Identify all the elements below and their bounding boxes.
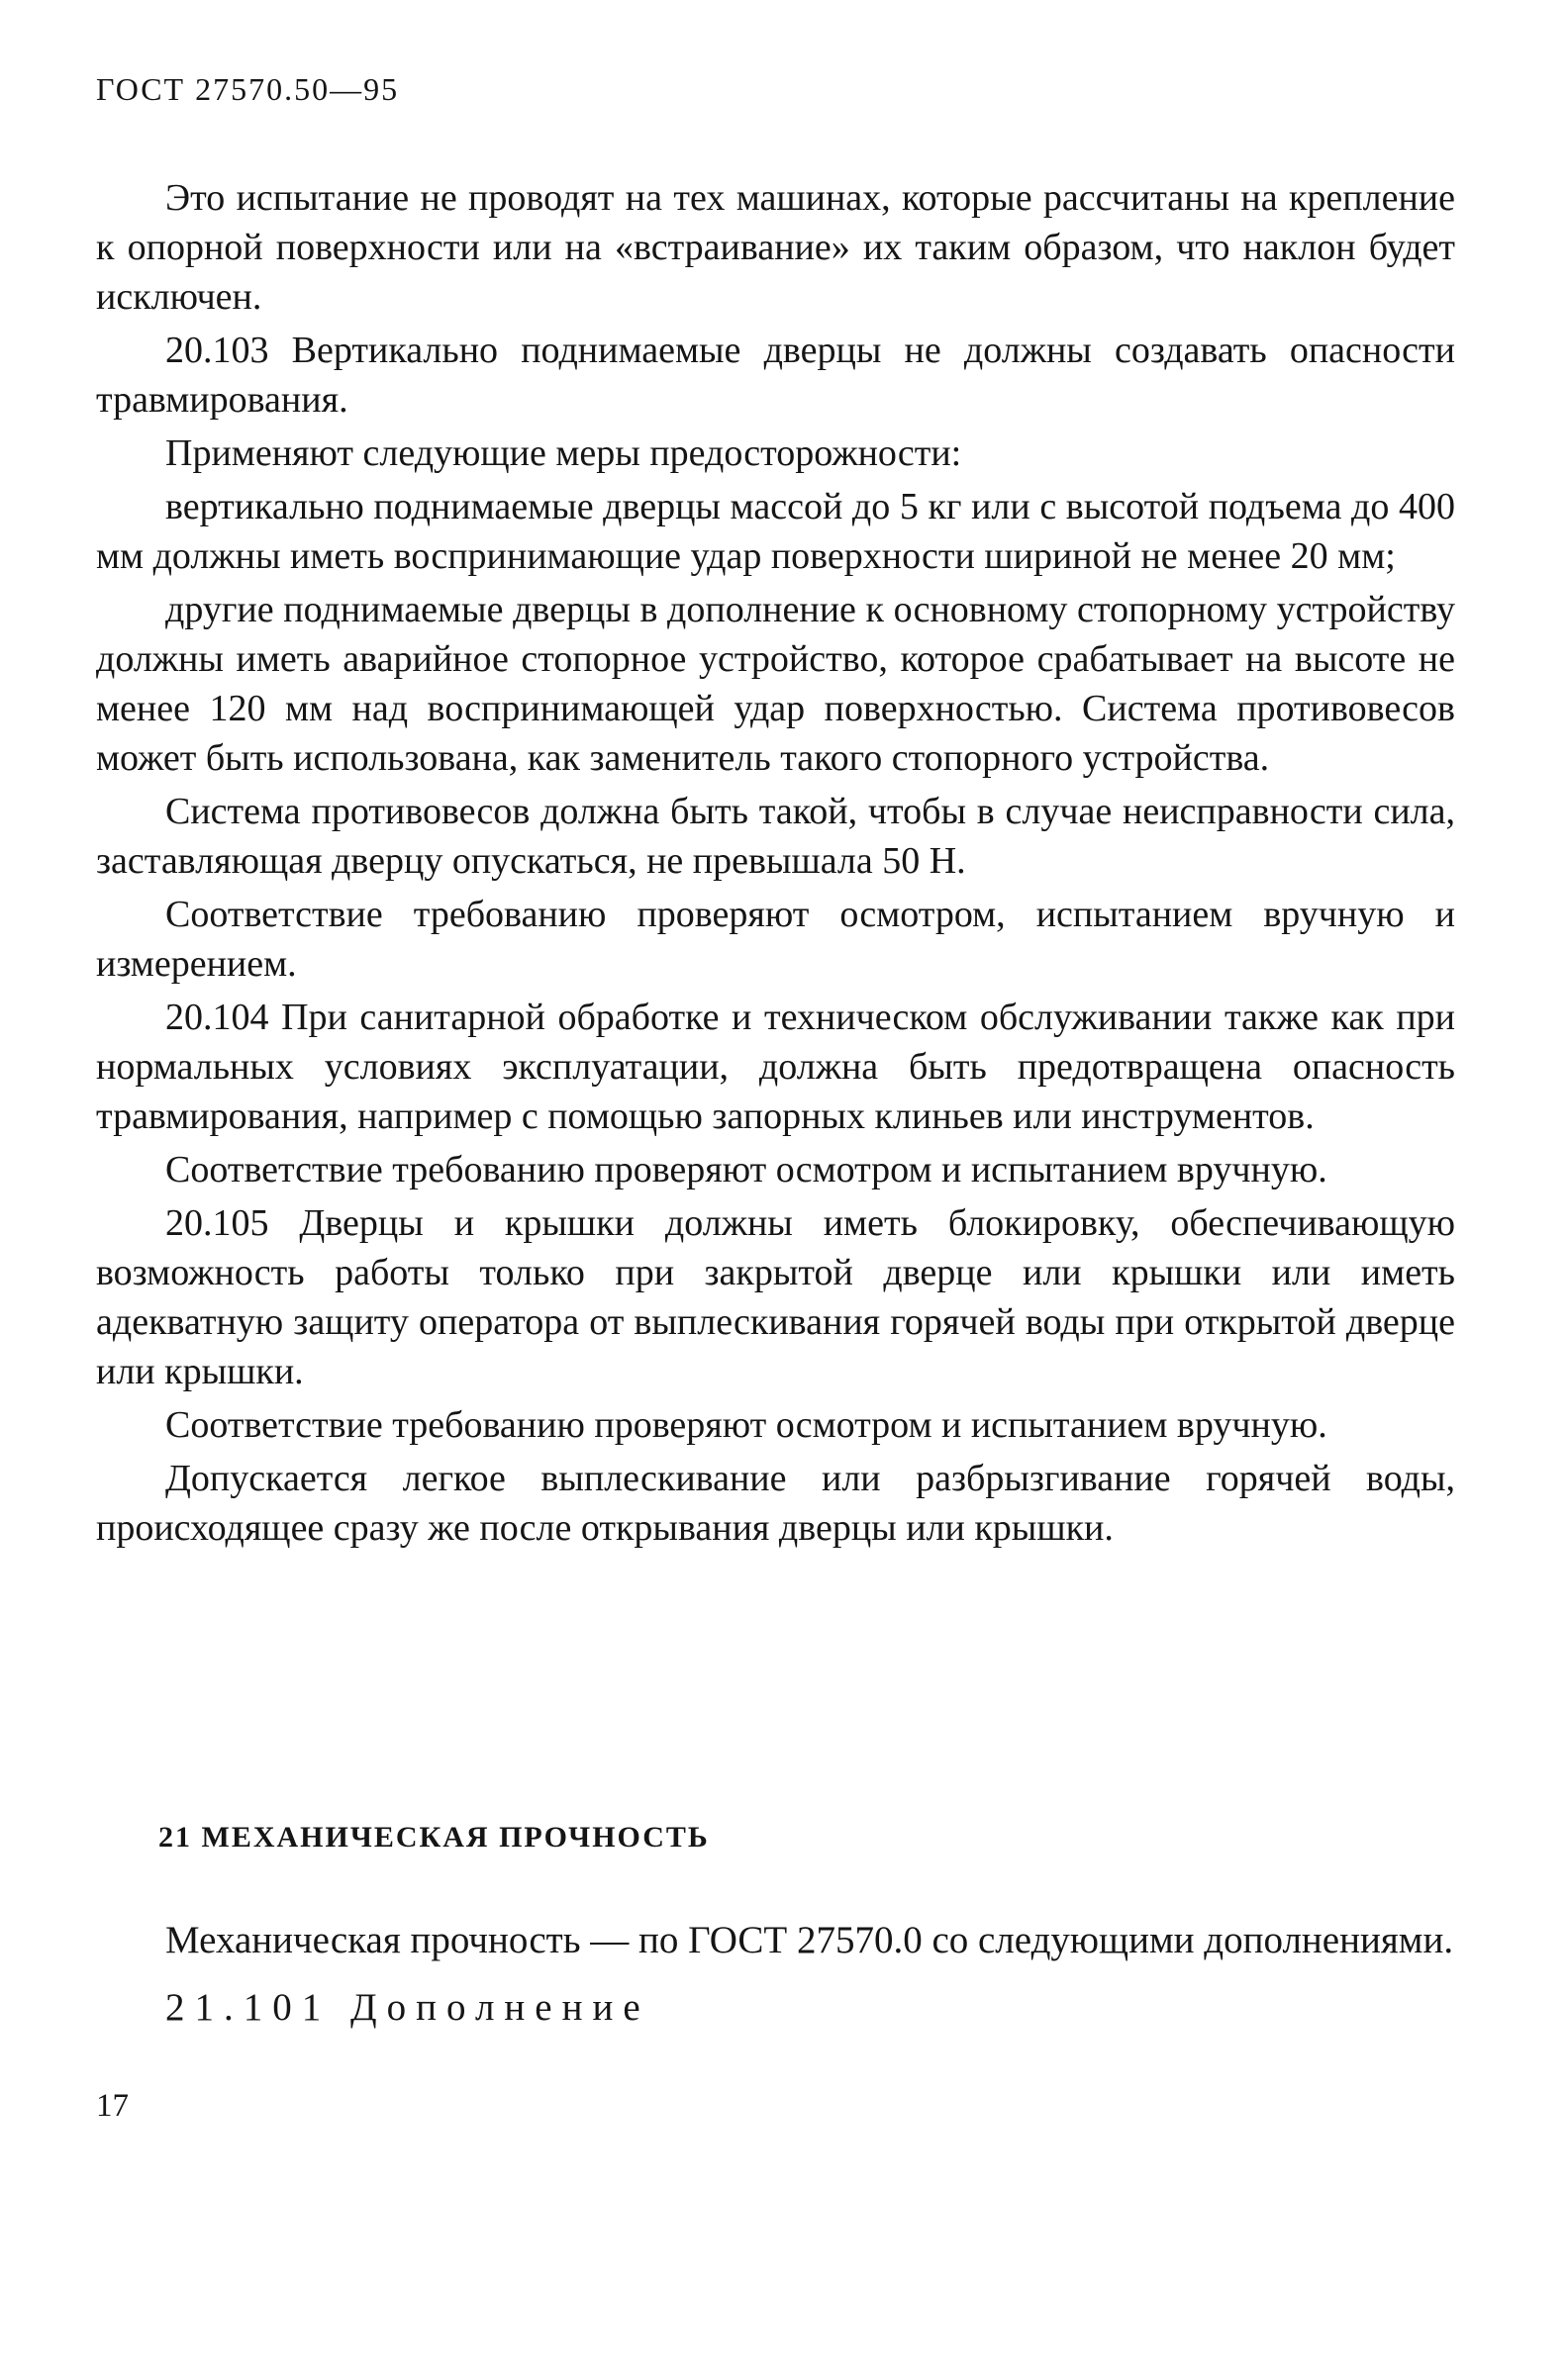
paragraph-splashing-allowed: Допускается легкое выплескивание или разбрызгивание горячей воды, происходящее сразу же после открывания дверцы или крышки. [96,1458,1455,1549]
body-text [96,173,1455,1557]
section-21-intro: Механическая прочность — по ГОСТ 27570.0 со следующими дополнениями. [165,1919,1454,1961]
paragraph-precautions-intro: Применяют следующие меры предосторожности: [165,432,962,474]
paragraph-20-105: 20.105 Дверцы и крышки должны иметь блокировку, обеспечивающую возможность работы только при закрытой дверце или крышки или иметь адекватную защиту оператора от выплескивания горячей воды при открытой дверце или крышки. [96,1202,1455,1392]
page-number: 17 [96,2088,129,2124]
paragraph-compliance-manual-2: Соответствие требованию проверяют осмотром и испытанием вручную. [165,1404,1327,1446]
section-21-heading: 21 МЕХАНИЧЕСКАЯ ПРОЧНОСТЬ [158,1821,710,1854]
paragraph-compliance-manual-1: Соответствие требованию проверяют осмотром и испытанием вручную. [165,1149,1327,1190]
paragraph-tilt-exception: Это испытание не проводят на тех машинах, которые рассчитаны на крепление к опорной поверхности или на «встраивание» их таким образом, что наклон будет исключен. [96,177,1455,318]
paragraph-other-doors: другие поднимаемые дверцы в дополнение к основному стопорному устройству должны иметь аварийное стопорное устройство, которое срабатывает на высоте не менее 120 мм над воспринимающей удар поверхностью. Система противовесов может быть использована, как заменитель такого стопорного устройства. [96,589,1455,779]
paragraph-light-doors: вертикально поднимаемые дверцы массой до 5 кг или с высотой подъема до 400 мм должны иметь воспринимающие удар поверхности шириной не менее 20 мм; [96,486,1455,577]
subsection-21-101: 21.101 Дополнение [165,1986,650,2029]
section-21-text [96,1915,1455,2049]
paragraph-counterweight: Система противовесов должна быть такой, чтобы в случае неисправности сила, заставляющая дверцу опускаться, не превышала 50 Н. [96,791,1455,882]
paragraph-20-103: 20.103 Вертикально поднимаемые дверцы не должны создавать опасности травмирования. [96,330,1455,421]
paragraph-20-104: 20.104 При санитарной обработке и техническом обслуживании также как при нормальных условиях эксплуатации, должна быть предотвращена опасность травмирования, например с помощью запорных клиньев или инструментов. [96,997,1455,1137]
paragraph-compliance-measure: Соответствие требованию проверяют осмотром, испытанием вручную и измерением. [96,894,1455,985]
document-code-header: ГОСТ 27570.50—95 [96,71,400,107]
